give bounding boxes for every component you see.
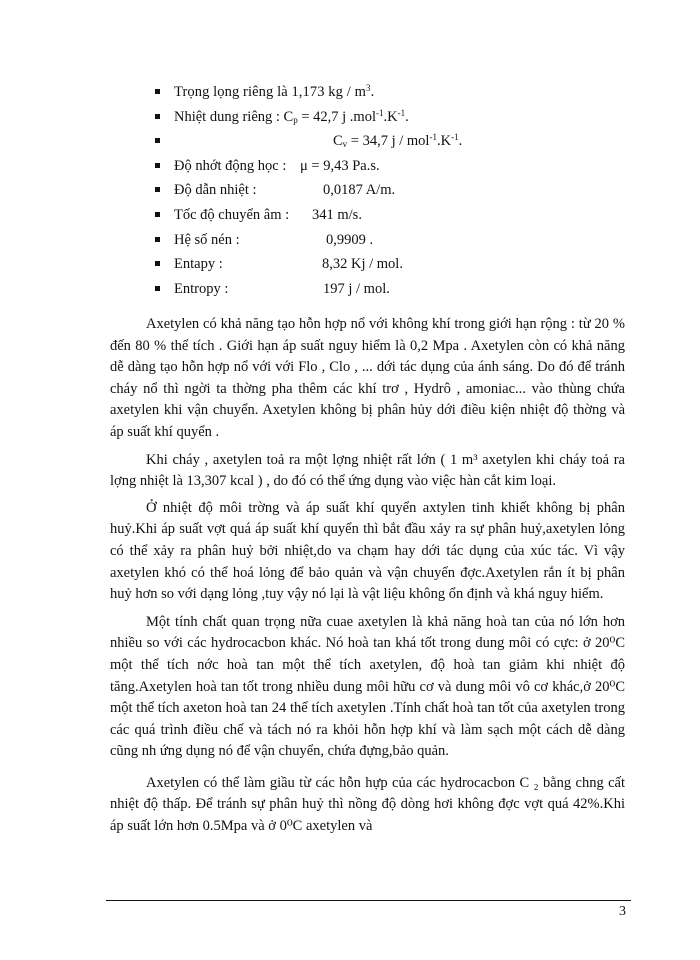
bullet-square-icon [155,261,160,266]
property-tail: .K [383,108,398,125]
property-value: 8,32 Kj / mol. [322,256,403,273]
list-item [155,80,635,105]
list-item [155,178,635,203]
bullet-square-icon [155,89,160,94]
list-item [155,228,635,253]
subscript: v [342,139,348,150]
page-number: 3 [619,904,626,919]
property-label: Nhiệt dung riêng : C [174,108,294,125]
body-text [110,314,625,842]
property-value: 341 m/s. [312,206,362,223]
list-item [155,252,635,277]
paragraph: Axetylen có thể làm giầu từ các hỗn hựp của các hydrocacbon C ₂ bằng chng cất nhiệt độ thấp. Để tránh sự phân huỷ thì nồng độ dòng hơi không đợc vợt quá 42%.Khi áp suất lớn hơn 0.5Mpa và ở 0⁰C axetylen và [110,774,625,835]
property-label: Độ nhớt động học : [174,157,287,174]
property-end: . [458,133,463,150]
list-item [155,129,635,154]
property-label: Tốc độ chuyển âm : [174,206,290,223]
bullet-square-icon [155,114,160,119]
bullet-square-icon [155,237,160,242]
property-label: Độ dẫn nhiệt : [174,182,257,199]
list-item [155,154,635,179]
subscript: p [293,114,298,125]
list-item [155,277,635,302]
property-value: C [333,133,343,150]
property-value: 0,0187 A/m. [323,182,396,199]
bullet-square-icon [155,286,160,291]
superscript: -1 [429,132,437,143]
property-value: 0,9909 . [326,231,374,248]
footer-rule [106,900,631,901]
bullet-square-icon [155,138,160,143]
bullet-square-icon [155,187,160,192]
property-value: μ = 9,43 Pa.s. [300,157,380,174]
property-value: 197 j / mol. [323,280,390,297]
property-label: Entropy : [174,280,229,297]
property-label: Trọng lọng riêng là 1,173 kg / m [174,84,366,100]
property-label: Entapy : [174,256,223,273]
property-tail: .K [436,133,452,150]
property-tail: . [370,84,375,100]
property-end: . [405,108,409,125]
paragraph: Khi cháy , axetylen toả ra một lợng nhiệt rất lớn ( 1 m³ axetylen khi cháy toả ra lợng nhiệt là 13,307 kcal ) , do đó có thể ứng dụng vào việc hàn cắt kim loại. [110,451,625,490]
superscript: -1 [397,107,406,118]
property-label: Hệ số nén : [174,231,240,248]
superscript: 3 [365,83,371,93]
superscript: -1 [451,132,459,143]
bullet-square-icon [155,212,160,217]
paragraph: Axetylen có khả năng tạo hỗn hợp nổ với không khí trong giới hạn rộng : từ 20 % đến 80 % thể tích . Giới hạn áp suất nguy hiểm là 0,2 Mpa . Axetylen còn có khả năng dễ dàng tạo hỗn hợp nổ với với Flo , Clo , ... dới tác dụng của ánh sáng. Do đó để tránh cháy nổ thì ngời ta thờng pha thêm các khí trơ , Hydrô , amoniac... vào thùng chứa axetylen khi vận chuyển. Axetylen không bị phân hủy dới điều kiện nhiệt độ thờng và áp suất khí quyển . [110,316,625,440]
property-list [155,80,635,301]
property-value: = 34,7 j / mol [347,133,430,150]
property-value: = 42,7 j .mol [301,108,376,125]
superscript: -1 [375,107,384,118]
bullet-square-icon [155,163,160,168]
list-item [155,203,635,228]
paragraph: Ở nhiệt độ môi trờng và áp suất khí quyển axtylen tinh khiết không bị phân huỷ.Khi áp suất vợt quá áp suất khí quyển thì bắt đầu xảy ra sự phân huỷ,axetylen lỏng có thể xảy ra phân huỷ bởi nhiệt,do va chạm hay dới tác dụng của xúc tác. Vì vậy axetylen khó có thể hoá lỏng để bảo quản và vận chuyển đợc.Axetylen rắn ít bị phân huỷ hơn so với dạng lỏng ,tuy vậy nó lại là vật liệu không ổn định và khá nguy hiểm. [110,499,625,603]
list-item [155,105,635,130]
paragraph: Một tính chất quan trọng nữa cuae axetylen là khả năng hoà tan của nó lớn hơn nhiều so với các hydrocacbon khác. Nó hoà tan khá tốt trong dung môi có cực: ở 20⁰C một thể tích nớc hoà tan một thể tích axetylen, độ hoà tan giảm khi nhiệt độ tăng.Axetylen hoà tan tốt trong nhiều dung môi hữu cơ và dung môi vô cơ khác,ở 20⁰C một thể tích axeton hoà tan 24 thể tích axetylen .Tính chất hoà tan tốt của axetylen trong các quá trình điều chế và tách nó ra khỏi hỗn hợp khí và làm sạch một cách dễ dàng cũng nh ứng dụng nó để vận chuyển, chứa đựng,bảo quản. [110,613,625,760]
